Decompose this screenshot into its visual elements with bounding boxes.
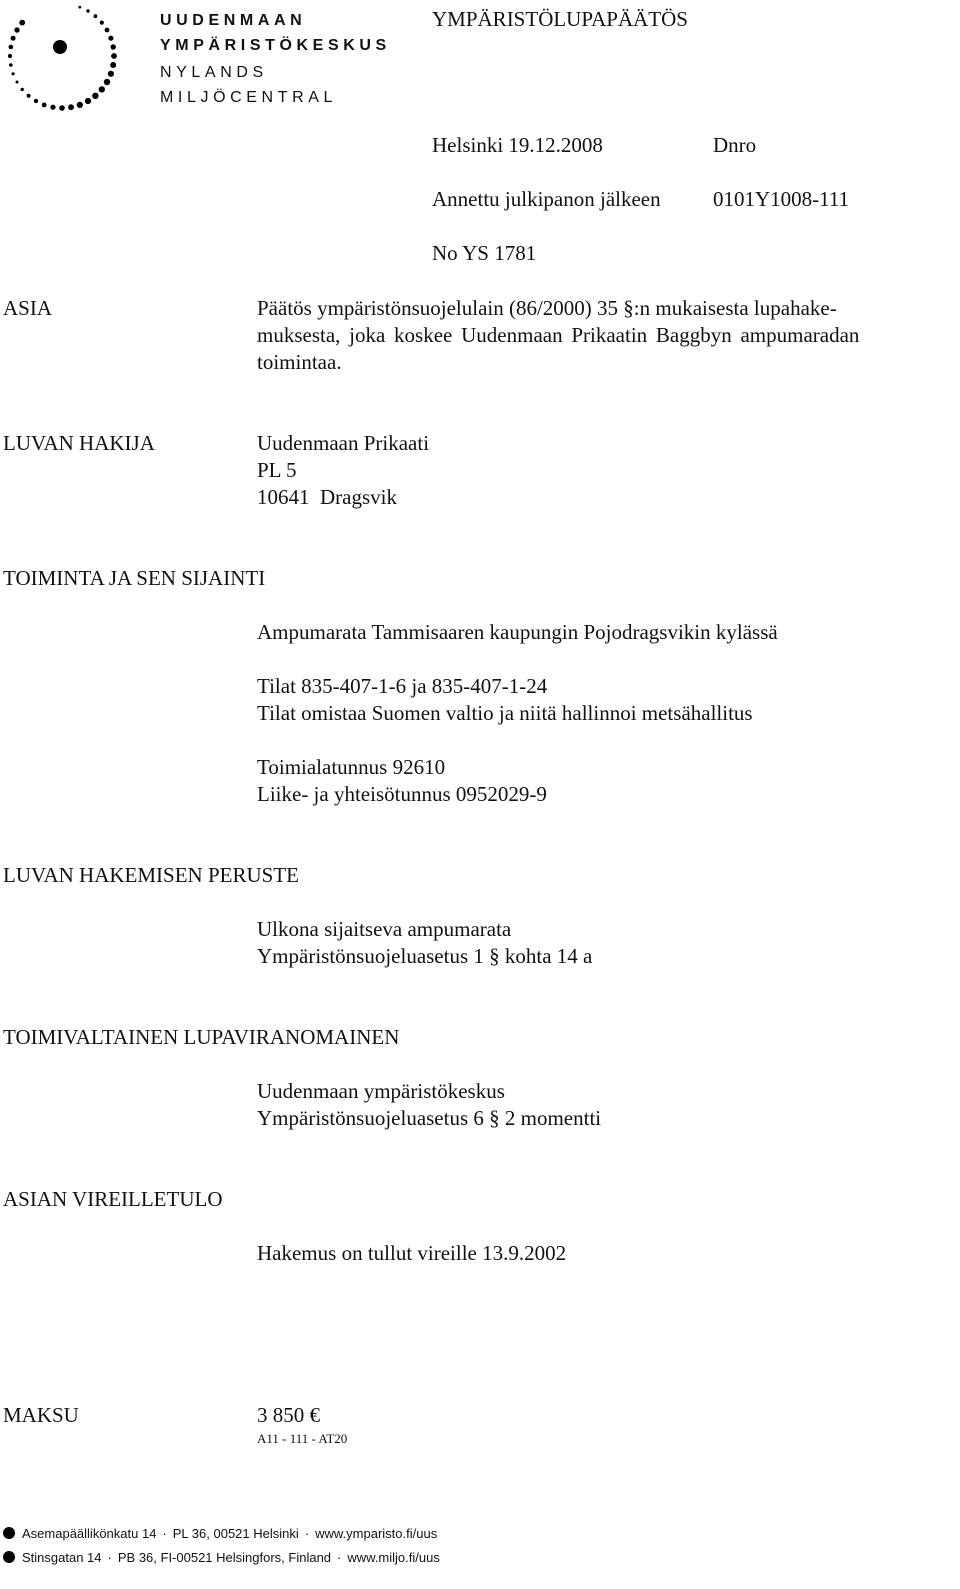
footer-sv (3, 1550, 440, 1566)
footer-fi-street: Asemapäällikönkatu 14 (22, 1526, 157, 1541)
heading-activity: TOIMINTA JA SEN SIJAINTI (3, 566, 266, 590)
dnro-value: 0101Y1008-111 (713, 187, 850, 211)
heading-fee: MAKSU (3, 1403, 79, 1427)
heading-initiation: ASIAN VIREILLETULO (3, 1187, 223, 1211)
dnro-label: Dnro (713, 133, 757, 157)
footer-fi-postal: PL 36, 00521 Helsinki (172, 1526, 299, 1541)
logo-dot-ring-icon (0, 0, 160, 130)
footer-fi (3, 1526, 437, 1542)
footer-fi-web: www.ymparisto.fi/uus (315, 1526, 438, 1541)
heading-authority: TOIMIVALTAINEN LUPAVIRANOMAINEN (3, 1025, 400, 1049)
footer-separator-icon: · (304, 1526, 310, 1541)
footer-bullet-icon (3, 1527, 15, 1539)
basis-line-2: Ympäristönsuojeluasetus 1 § kohta 14 a (257, 944, 593, 968)
activity-line-3: Tilat omistaa Suomen valtio ja niitä hallinnoi metsähallitus (257, 701, 753, 725)
activity-line-5: Liike- ja yhteisötunnus 0952029-9 (257, 782, 547, 806)
authority-line-2: Ympäristönsuojeluasetus 6 § 2 momentti (257, 1106, 602, 1130)
heading-basis: LUVAN HAKEMISEN PERUSTE (3, 863, 299, 887)
footer-sv-postal: PB 36, FI-00521 Helsingfors, Finland (117, 1550, 332, 1565)
footer-separator-icon: · (337, 1550, 342, 1565)
activity-line-2: Tilat 835-407-1-6 ja 835-407-1-24 (257, 674, 548, 698)
logo-line-2: YMPÄRISTÖKESKUS (160, 37, 391, 54)
logo-line-4: MILJÖCENTRAL (160, 89, 337, 106)
initiation-line-1: Hakemus on tullut vireille 13.9.2002 (257, 1241, 567, 1265)
applicant-line-2: PL 5 (257, 458, 297, 482)
fee-amount: 3 850 € (257, 1403, 320, 1427)
decision-number: No YS 1781 (432, 241, 537, 265)
given-text: Annettu julkipanon jälkeen (432, 187, 661, 211)
asia-line-2: muksesta, joka koskee Uudenmaan Prikaatin Baggbyn ampumaradan (257, 323, 860, 347)
asia-line-1: Päätös ympäristönsuojelulain (86/2000) 35 §:n mukaisesta lupahake- (257, 296, 837, 320)
applicant-line-3: 10641 Dragsvik (257, 485, 397, 509)
footer-sv-web: www.miljo.fi/uus (347, 1550, 440, 1565)
applicant-line-1: Uudenmaan Prikaati (257, 431, 430, 455)
authority-line-1: Uudenmaan ympäristökeskus (257, 1079, 505, 1103)
activity-line-1: Ampumarata Tammisaaren kaupungin Pojodragsvikin kylässä (257, 620, 778, 644)
footer-separator-icon: · (107, 1550, 112, 1565)
place-date: Helsinki 19.12.2008 (432, 133, 603, 157)
footer-sv-street: Stinsgatan 14 (22, 1550, 102, 1565)
logo-line-3: NYLANDS (160, 64, 268, 81)
footer-separator-icon: · (162, 1526, 167, 1541)
fee-code: A11 - 111 - AT20 (257, 1431, 348, 1446)
logo-line-1: UUDENMAAN (160, 12, 307, 29)
heading-applicant: LUVAN HAKIJA (3, 431, 155, 455)
document-title: YMPÄRISTÖLUPAPÄÄTÖS (432, 7, 688, 31)
activity-line-4: Toimialatunnus 92610 (257, 755, 446, 779)
heading-asia: ASIA (3, 296, 53, 320)
footer-bullet-icon (3, 1551, 15, 1563)
asia-line-3: toimintaa. (257, 350, 342, 374)
basis-line-1: Ulkona sijaitseva ampumarata (257, 917, 512, 941)
